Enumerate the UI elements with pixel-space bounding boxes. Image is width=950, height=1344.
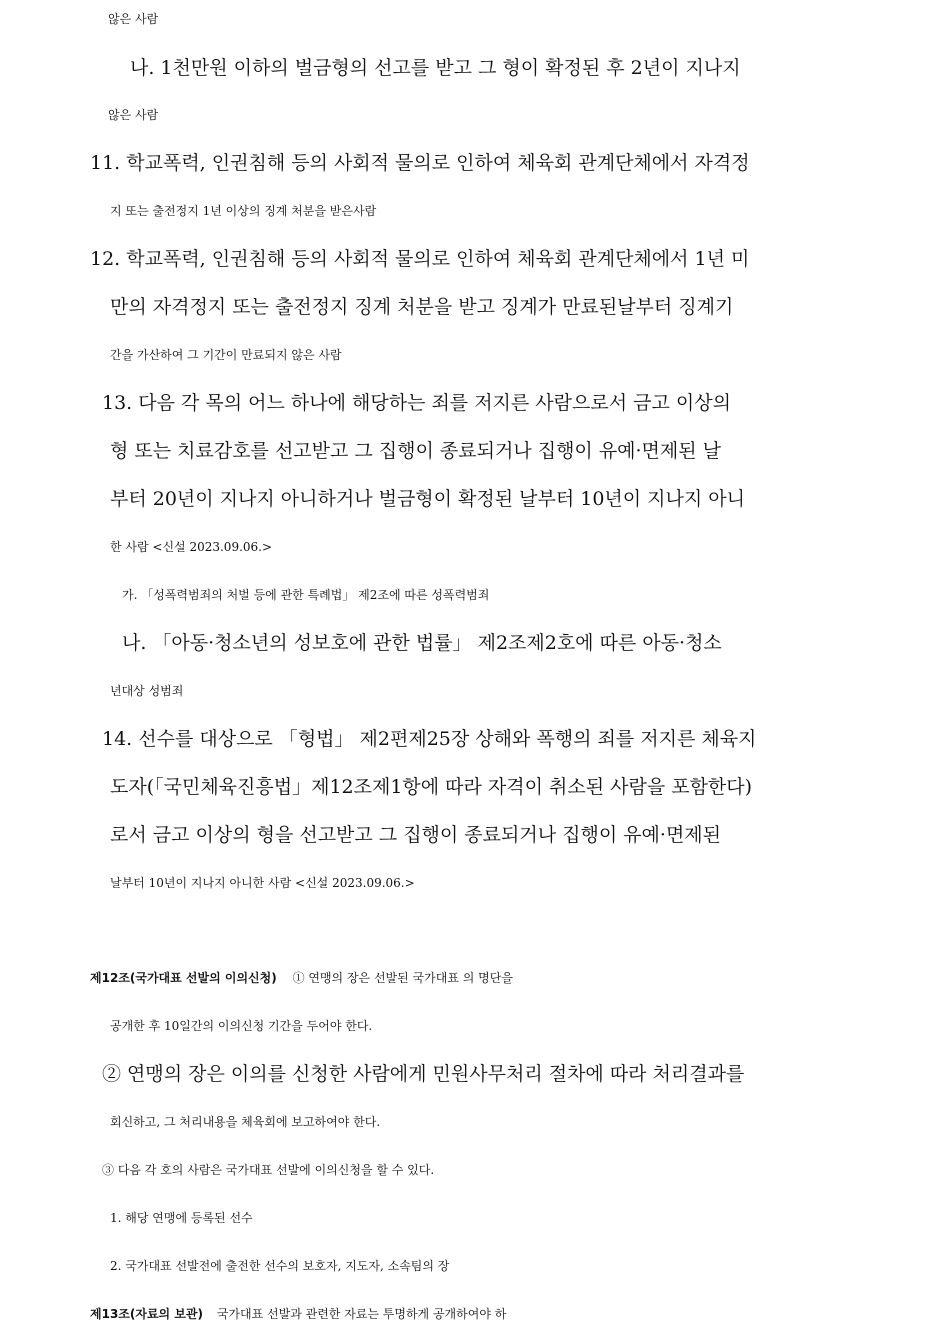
text-line: 13. 다음 각 목의 어느 하나에 해당하는 죄를 저지른 사람으로서 금고 이상의	[102, 392, 731, 414]
text-line: 날부터 10년이 지나지 아니한 사람 <신설 2023.09.06.>	[110, 876, 415, 890]
list-item: 1. 해당 연맹에 등록된 선수	[110, 1211, 253, 1225]
text-line: 도자(「국민체육진흥법」제12조제1항에 따라 자격이 취소된 사람을 포함한다)	[110, 776, 753, 798]
text-line: ② 연맹의 장은 이의를 신청한 사람에게 민원사무처리 절차에 따라 처리결과를	[102, 1063, 745, 1085]
text-line: 로서 금고 이상의 형을 선고받고 그 집행이 종료되거나 집행이 유예·면제된	[110, 824, 722, 846]
article-13-title: 제13조(자료의 보관)	[90, 1307, 203, 1321]
text-line: 년대상 성범죄	[110, 684, 184, 698]
article-12-first-line	[0, 966, 950, 990]
text-line: 나. 「아동·청소년의 성보호에 관한 법률」 제2조제2호에 따른 아동·청소	[122, 632, 722, 654]
text-line: 나. 1천만원 이하의 벌금형의 선고를 받고 그 형이 확정된 후 2년이 지나지	[130, 57, 741, 79]
article-13-first-line	[0, 1302, 950, 1326]
article-12-title: 제12조(국가대표 선발의 이의신청)	[90, 971, 277, 985]
text-line: 간을 가산하여 그 기간이 만료되지 않은 사람	[110, 348, 342, 362]
text-line: 않은 사람	[108, 12, 159, 26]
text-line: 14. 선수를 대상으로 「형법」 제2편제25장 상해와 폭행의 죄를 저지른 체육지	[102, 728, 757, 750]
text-line: 공개한 후 10일간의 이의신청 기간을 두어야 한다.	[110, 1019, 373, 1033]
text-line: 지 또는 출전정지 1년 이상의 징계 처분을 받은사람	[110, 204, 377, 218]
text-line: 형 또는 치료감호를 선고받고 그 집행이 종료되거나 집행이 유예·면제된 날	[110, 440, 722, 462]
article-13-text-start: 국가대표 선발과 관련한 자료는 투명하게 공개하여야 하	[216, 1307, 507, 1321]
text-line: 부터 20년이 지나지 아니하거나 벌금형이 확정된 날부터 10년이 지나지 아니	[110, 488, 745, 510]
text-line: 가. 「성폭력범죄의 처벌 등에 관한 특례법」 제2조에 따른 성폭력범죄	[122, 588, 490, 602]
text-line: ③ 다음 각 호의 사람은 국가대표 선발에 이의신청을 할 수 있다.	[102, 1163, 435, 1177]
text-line: 만의 자격정지 또는 출전정지 징계 처분을 받고 징계가 만료된날부터 징계기	[110, 296, 734, 318]
text-line: 12. 학교폭력, 인권침해 등의 사회적 물의로 인하여 체육회 관계단체에서 1년 미	[90, 248, 750, 270]
text-line: 않은 사람	[108, 108, 159, 122]
text-line: 회신하고, 그 처리내용을 체육회에 보고하여야 한다.	[110, 1115, 381, 1129]
list-item: 2. 국가대표 선발전에 출전한 선수의 보호자, 지도자, 소속팀의 장	[110, 1259, 450, 1273]
text-line: 11. 학교폭력, 인권침해 등의 사회적 물의로 인하여 체육회 관계단체에서 자격정	[90, 152, 750, 174]
text-line: 한 사람 <신설 2023.09.06.>	[110, 540, 273, 554]
article-12-clause-1-start: ① 연맹의 장은 선발된 국가대표 의 명단을	[292, 971, 513, 985]
